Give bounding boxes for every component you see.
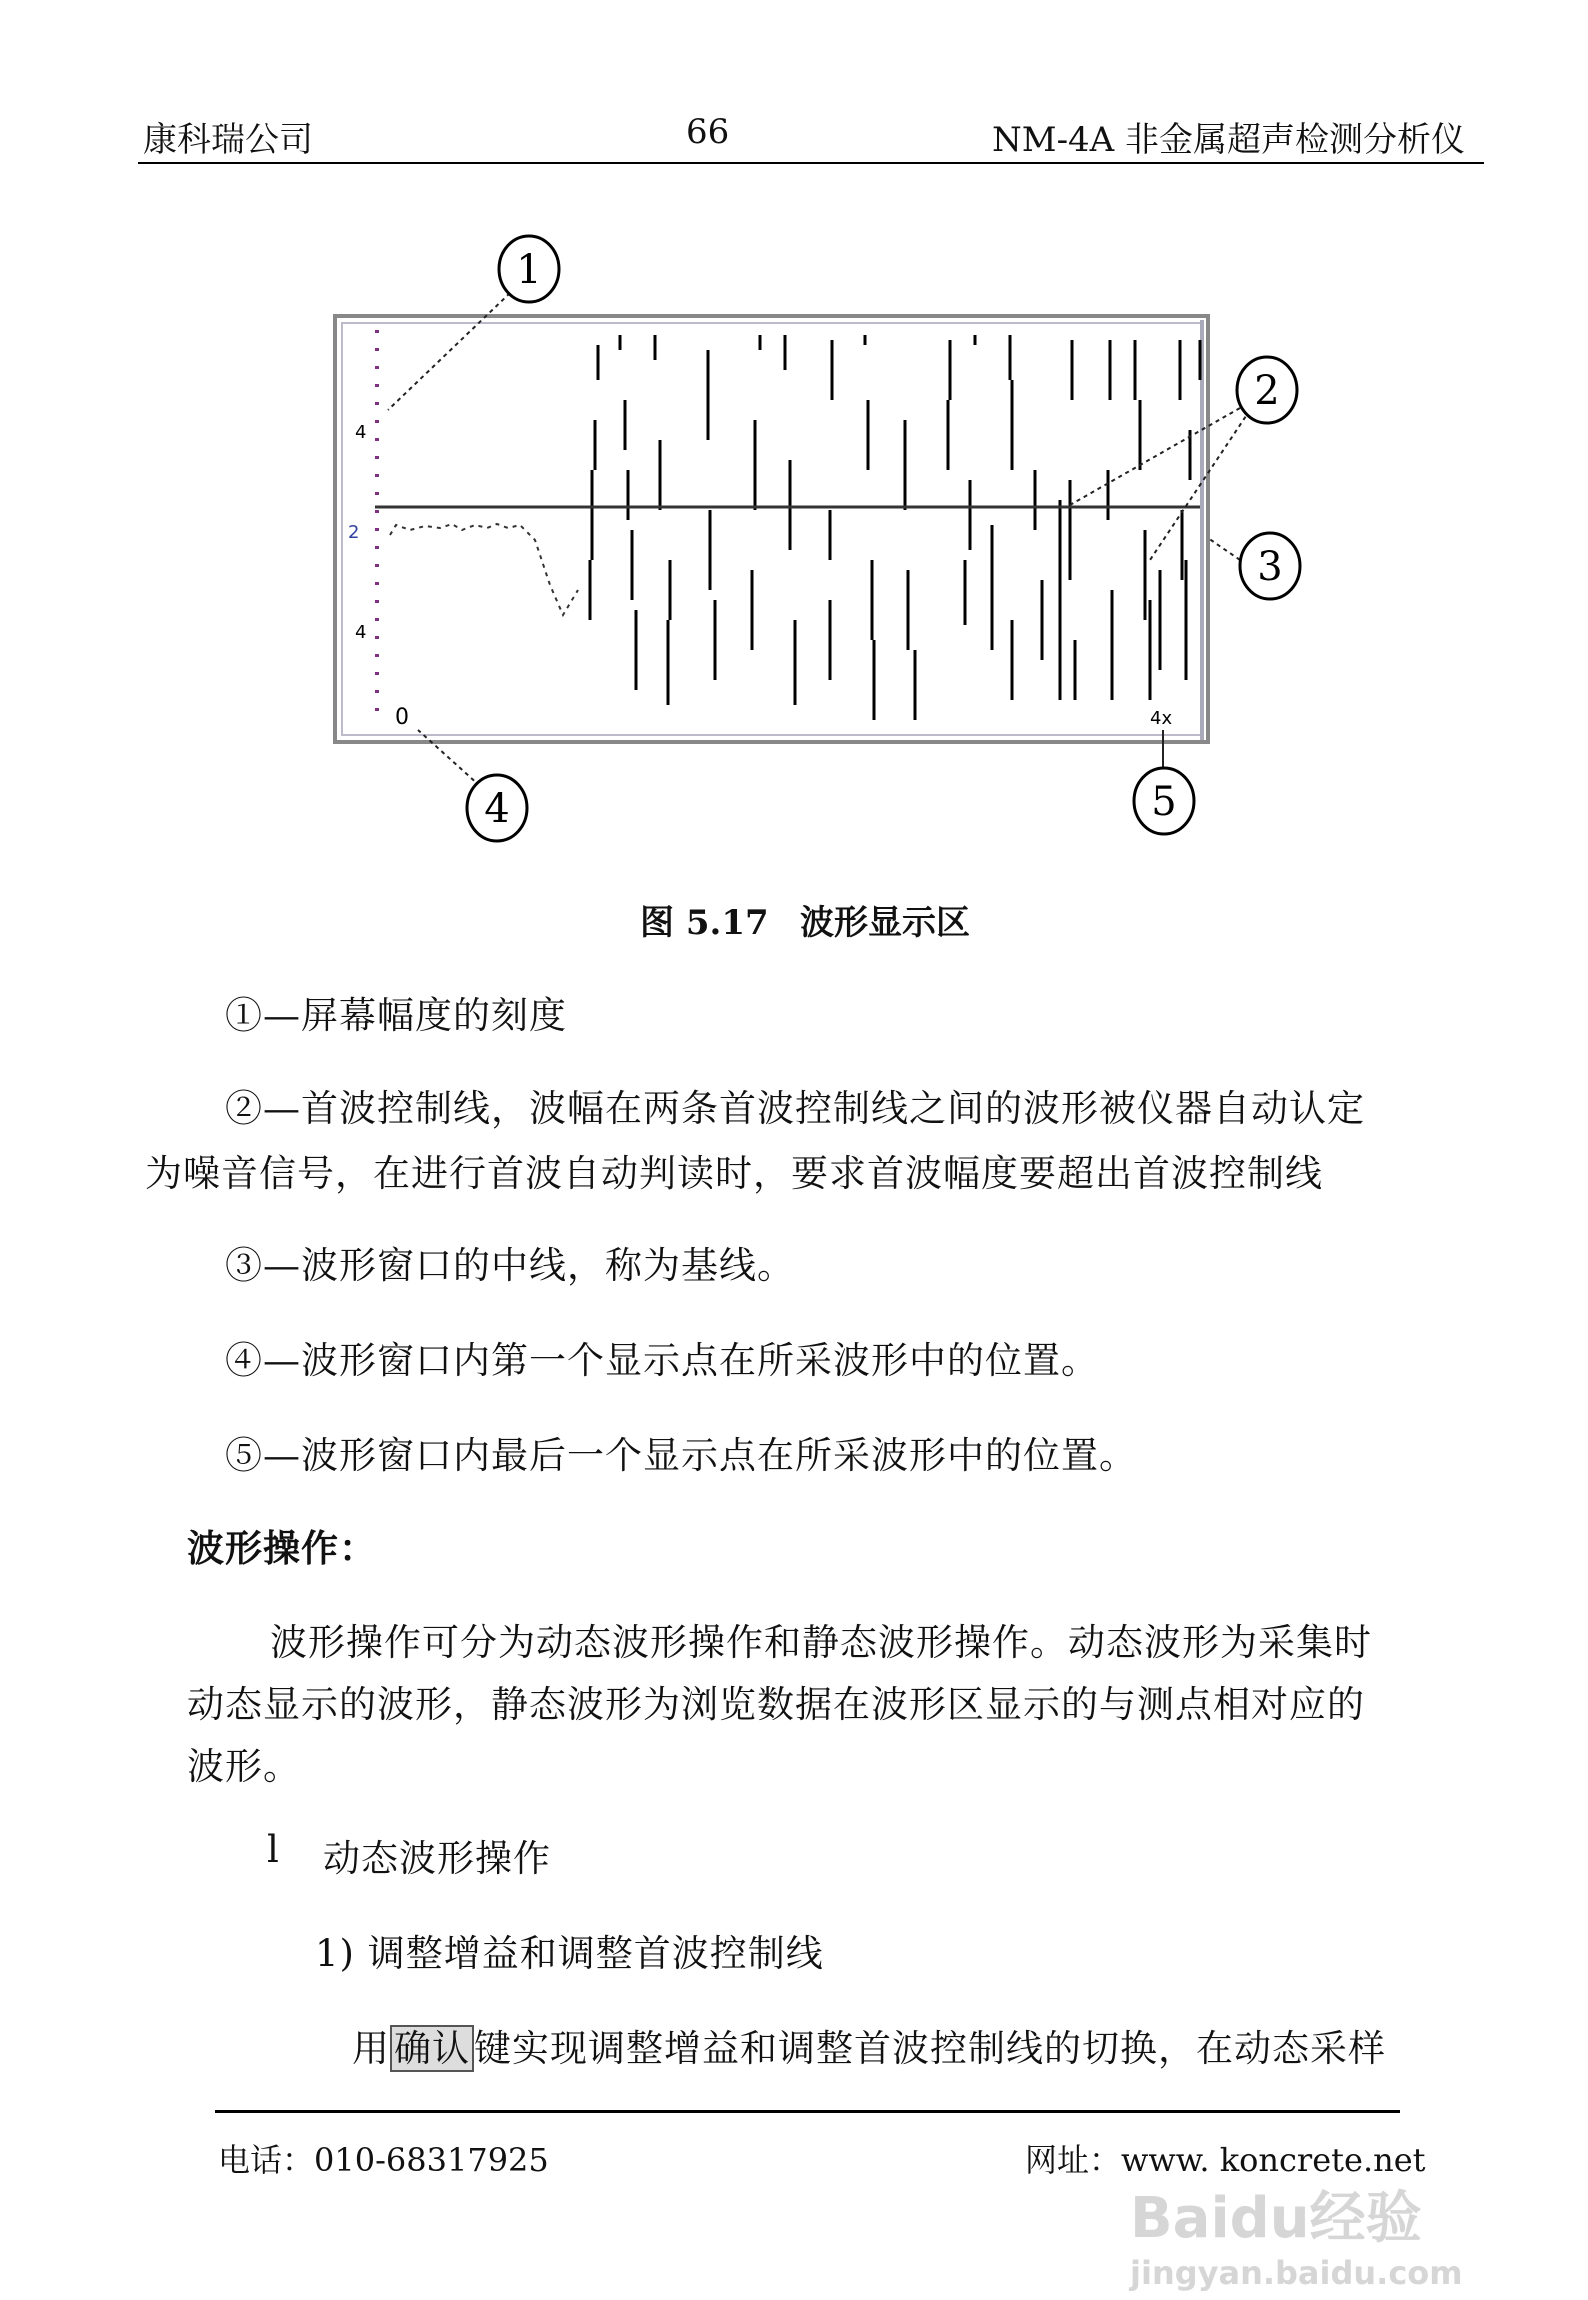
- scale-label: 4: [355, 422, 367, 443]
- scale-tick: [375, 510, 379, 513]
- watermark-url: jingyan.baidu.com: [1130, 2254, 1463, 2292]
- scale-tick: [375, 582, 379, 585]
- scale-label: 2: [348, 522, 360, 543]
- legend-item-4: ④—波形窗口内第一个显示点在所采波形中的位置。: [225, 1339, 1099, 1382]
- section-para-line: 波形操作可分为动态波形操作和静态波形操作。动态波形为采集时: [270, 1621, 1372, 1664]
- section-para-line: 波形。: [187, 1745, 301, 1788]
- section-para-line: 动态显示的波形，静态波形为浏览数据在波形区显示的与测点相对应的: [187, 1683, 1365, 1726]
- scale-tick: [375, 546, 379, 549]
- callout-3: [1240, 533, 1300, 599]
- last-line: [352, 2018, 1386, 2072]
- scale-tick: [375, 618, 379, 621]
- waveform-window: [335, 316, 1208, 742]
- callout-number: 4: [484, 786, 510, 832]
- callout-2: [1237, 357, 1297, 423]
- callout-number: 3: [1257, 544, 1283, 590]
- footer-website: 网址：www. koncrete.net: [1025, 2141, 1426, 2179]
- figure-caption-title: 波形显示区: [800, 903, 970, 943]
- callout-number: 5: [1151, 779, 1177, 825]
- scale-tick: [375, 366, 379, 369]
- scale-tick: [375, 438, 379, 441]
- callout-1: [499, 236, 559, 302]
- scale-tick: [375, 636, 379, 639]
- last-line-pre: 用: [352, 2027, 390, 2070]
- callout-number: 2: [1254, 368, 1280, 414]
- scale-tick: [375, 420, 379, 423]
- scale-tick: [375, 600, 379, 603]
- footer-rule: [215, 2110, 1400, 2113]
- legend-item-1: ①—屏幕幅度的刻度: [225, 994, 567, 1037]
- bullet-marker: l: [267, 1828, 280, 1871]
- scale-tick: [375, 474, 379, 477]
- scale-tick: [375, 528, 379, 531]
- figure-caption-number: 图 5.17: [640, 903, 769, 943]
- scale-tick: [375, 708, 379, 711]
- watermark-brand: Baidu经验: [1130, 2186, 1422, 2251]
- last-line-post: 键实现调整增益和调整首波控制线的切换，在动态采样: [474, 2027, 1386, 2070]
- scale-tick: [375, 564, 379, 567]
- scale-tick: [375, 654, 379, 657]
- legend-item-2-cont: 为噪音信号，在进行首波自动判读时，要求首波幅度要超出首波控制线: [145, 1152, 1323, 1195]
- scale-label: 4: [355, 622, 367, 643]
- callout-4: [467, 775, 527, 841]
- header-page-number: 66: [686, 112, 730, 152]
- sub-item: 1) 调整增益和调整首波控制线: [315, 1932, 824, 1975]
- confirm-key: 确认: [390, 2025, 474, 2072]
- footer-phone: 电话：010-68317925: [218, 2141, 549, 2179]
- scale-tick: [375, 348, 379, 351]
- section-heading: 波形操作：: [187, 1526, 377, 1570]
- scale-tick: [375, 672, 379, 675]
- scale-tick: [375, 492, 379, 495]
- end-position-label: 4x: [1150, 708, 1173, 729]
- waveform-figure: [0, 0, 1588, 880]
- scale-tick: [375, 384, 379, 387]
- scale-tick: [375, 330, 379, 333]
- callout-number: 1: [516, 247, 542, 293]
- scale-tick: [375, 456, 379, 459]
- header-product: NM-4A 非金属超声检测分析仪: [992, 120, 1466, 160]
- header-company: 康科瑞公司: [143, 120, 313, 160]
- legend-item-3: ③—波形窗口的中线，称为基线。: [225, 1244, 795, 1287]
- scale-tick: [375, 402, 379, 405]
- legend-item-5: ⑤—波形窗口内最后一个显示点在所采波形中的位置。: [225, 1434, 1137, 1477]
- scale-tick: [375, 690, 379, 693]
- bullet-text: 动态波形操作: [323, 1837, 551, 1880]
- callout-5: [1134, 768, 1194, 834]
- legend-item-2: ②—首波控制线，波幅在两条首波控制线之间的波形被仪器自动认定: [225, 1087, 1365, 1130]
- start-position-label: 0: [395, 705, 409, 730]
